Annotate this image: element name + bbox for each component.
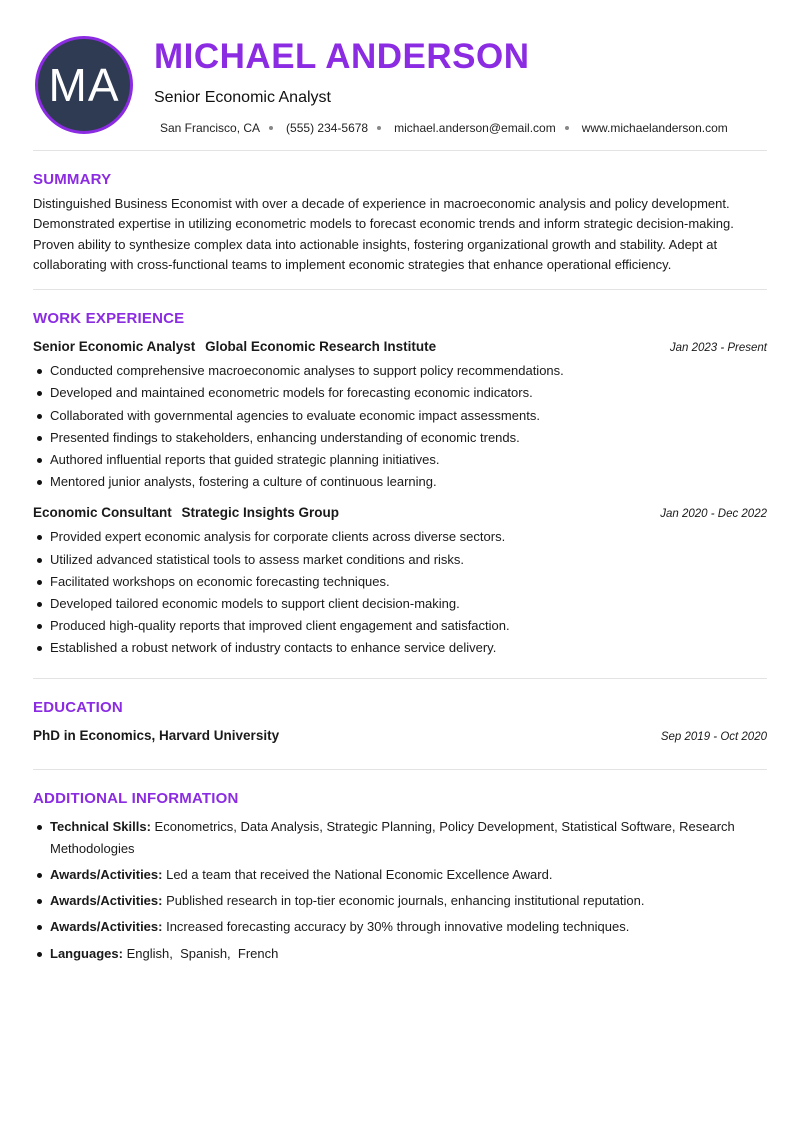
item-label: Languages: [50, 945, 123, 961]
item-label: Awards/Activities: [50, 893, 163, 909]
list-item: Produced high-quality reports that improved client engagement and satisfaction. [33, 615, 767, 637]
dot-separator-icon [269, 126, 273, 130]
list-item: Facilitated workshops on economic forecasting techniques. [33, 571, 767, 593]
summary-text: Distinguished Business Economist with over a decade of experience in macroeconomic analysis and policy development. Demonstrated expertise in utilizing econometric models to forecast economic trends and inform strategic decision-making. Proven ability to synthesize complex data into actionable insights, fostering organizational growth and stability. Adept at collaborating with cross-functional teams to implement economic strategies that enhance operational efficiency. [33, 196, 734, 272]
resume-header [33, 0, 767, 151]
list-item: Provided expert economic analysis for corporate clients across diverse sectors. [33, 526, 767, 548]
contact-info [160, 121, 728, 135]
job-entry [33, 339, 767, 493]
job-bullets [33, 526, 767, 659]
dot-separator-icon [377, 126, 381, 130]
job-header [33, 339, 767, 354]
experience-heading: WORK EXPERIENCE [33, 310, 185, 328]
education-entry [33, 728, 767, 743]
contact-website[interactable]: www.michaelanderson.com [581, 121, 728, 135]
job-title: Senior Economic Analyst [33, 339, 196, 355]
education-degree: PhD in Economics, Harvard University [33, 727, 280, 743]
item-text: English, Spanish, French [126, 945, 279, 961]
list-item: Developed tailored economic models to support client decision-making. [33, 593, 767, 615]
contact-phone: (555) 234-5678 [286, 121, 369, 135]
item-label: Technical Skills: [50, 818, 151, 834]
list-item: Collaborated with governmental agencies to evaluate economic impact assessments. [33, 405, 767, 427]
candidate-name: MICHAEL ANDERSON [154, 37, 530, 76]
additional-list [33, 816, 767, 965]
item-text: Led a team that received the National Economic Excellence Award. [166, 867, 553, 883]
contact-email[interactable]: michael.anderson@email.com [394, 121, 556, 135]
item-label: Awards/Activities: [50, 867, 163, 883]
job-header [33, 505, 767, 520]
job-bullets [33, 360, 767, 493]
additional-section [33, 770, 767, 965]
list-item [33, 864, 767, 886]
job-dates: Jan 2020 - Dec 2022 [660, 508, 767, 521]
education-heading: EDUCATION [33, 698, 123, 716]
job-entry [33, 505, 767, 659]
item-text: Published research in top-tier economic journals, enhancing institutional reputation. [166, 893, 645, 909]
contact-location: San Francisco, CA [160, 121, 261, 135]
list-item: Utilized advanced statistical tools to assess market conditions and risks. [33, 549, 767, 571]
item-text: Econometrics, Data Analysis, Strategic Planning, Policy Development, Statistical Software, Research Methodologies [50, 818, 735, 856]
list-item: Authored influential reports that guided strategic planning initiatives. [33, 449, 767, 471]
item-text: Increased forecasting accuracy by 30% through innovative modeling techniques. [166, 919, 630, 935]
job-company: Global Economic Research Institute [205, 339, 437, 355]
experience-section [33, 290, 767, 678]
additional-heading: ADDITIONAL INFORMATION [33, 789, 239, 807]
list-item [33, 916, 767, 938]
job-dates: Jan 2023 - Present [669, 342, 767, 355]
candidate-title: Senior Economic Analyst [154, 89, 331, 106]
list-item [33, 890, 767, 912]
list-item: Developed and maintained econometric models for forecasting economic indicators. [33, 382, 767, 404]
list-item [33, 816, 767, 860]
list-item: Mentored junior analysts, fostering a culture of continuous learning. [33, 471, 767, 493]
summary-section [33, 151, 767, 290]
education-dates: Sep 2019 - Oct 2020 [660, 730, 767, 743]
item-label: Awards/Activities: [50, 919, 163, 935]
list-item [33, 943, 767, 965]
job-title: Economic Consultant [33, 505, 172, 521]
list-item: Conducted comprehensive macroeconomic analyses to support policy recommendations. [33, 360, 767, 382]
education-section [33, 679, 767, 770]
avatar: MA [35, 36, 133, 134]
list-item: Presented findings to stakeholders, enhancing understanding of economic trends. [33, 427, 767, 449]
summary-heading: SUMMARY [33, 171, 112, 188]
dot-separator-icon [565, 126, 569, 130]
job-company: Strategic Insights Group [181, 505, 340, 521]
list-item: Established a robust network of industry contacts to enhance service delivery. [33, 637, 767, 659]
